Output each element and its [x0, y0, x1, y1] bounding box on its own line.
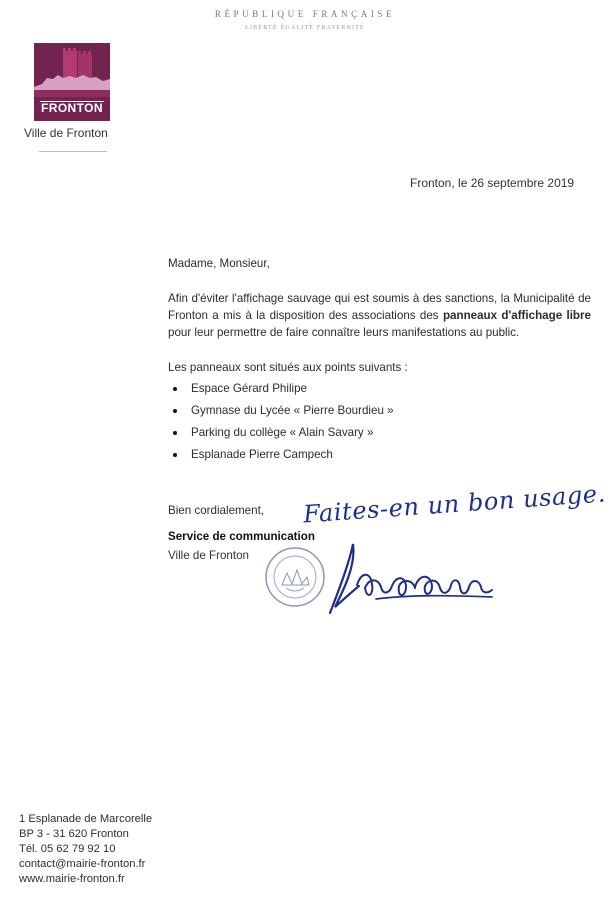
- intro-text-start: Afin d'éviter l'affichage sauvage qui est soumis à des sanctions, la Municipalité de Fronton a mis à la disposition des associations des: [168, 292, 591, 322]
- intro-bold-text: panneaux d'affichage libre: [442, 309, 591, 322]
- display-point-item: [168, 446, 591, 463]
- header-rule: [39, 151, 107, 152]
- footer-email-line: contact@mairie-fronton.fr: [19, 858, 146, 870]
- service-name: Service de communication: [168, 530, 315, 543]
- display-point-label: Gymnase du Lycée « Pierre Bourdieu »: [191, 404, 394, 417]
- intro-text-end: pour leur permettre de faire connaître leurs manifestations au public.: [168, 326, 520, 339]
- salutation: Madame, Monsieur,: [168, 257, 270, 270]
- display-point-label: Esplanade Pierre Campech: [191, 448, 333, 461]
- list-intro: Les panneaux sont situés aux points suivants :: [168, 361, 408, 374]
- bullet-icon: [173, 409, 177, 413]
- display-point-label: Parking du collège « Alain Savary »: [191, 426, 374, 439]
- footer-address-line: 1 Esplanade de Marcorelle: [19, 813, 153, 825]
- city-logo: [34, 43, 110, 121]
- display-point-item: [168, 380, 591, 397]
- republic-motto: LIBERTÉ ÉGALITÉ FRATERNITÉ: [245, 25, 365, 31]
- intro-paragraph: [168, 290, 591, 341]
- bullet-icon: [173, 431, 177, 435]
- footer-website-line: www.mairie-fronton.fr: [19, 873, 125, 885]
- bullet-icon: [173, 453, 177, 457]
- letter-body: [168, 255, 591, 468]
- signature-icon: [311, 540, 496, 620]
- footer-postal-line: BP 3 - 31 620 Fronton: [19, 828, 129, 840]
- display-point-item: [168, 402, 591, 419]
- handwritten-note: Faites-en un bon usage.: [302, 479, 607, 529]
- city-name: Ville de Fronton: [24, 126, 108, 140]
- city-signature-line: Ville de Fronton: [168, 549, 249, 562]
- republic-title: RÉPUBLIQUE FRANÇAISE: [214, 9, 396, 19]
- footer-phone-line: Tél. 05 62 79 92 10: [19, 843, 116, 855]
- display-points-list: [168, 380, 591, 463]
- letter-date: Fronton, le 26 septembre 2019: [410, 176, 575, 190]
- logo-wordmark: FRONTON: [41, 101, 103, 115]
- contact-footer: [19, 812, 152, 887]
- display-point-label: Espace Gérard Philipe: [191, 382, 307, 395]
- bullet-icon: [173, 387, 177, 391]
- closing: Bien cordialement,: [168, 504, 265, 517]
- display-point-item: [168, 424, 591, 441]
